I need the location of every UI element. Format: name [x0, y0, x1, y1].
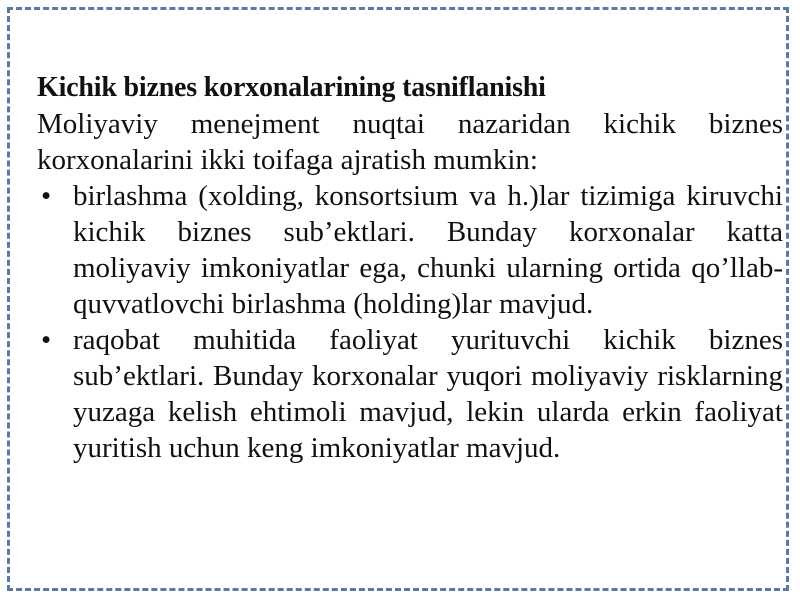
- list-item-text: birlashma (xolding, konsortsium va h.)lar tizimiga kiruvchi kichik biznes sub’ektlari. Bunday korxonalar katta moliyaviy imkoniyatlar ega, chunki ularning ortida qo’llab-quvvatlovchi birlashma (holding)lar mavjud.: [73, 180, 783, 320]
- section-heading: Kichik biznes korxonalarining tasniflanishi: [37, 72, 546, 103]
- intro-paragraph: Moliyaviy menejment nuqtai nazaridan kichik biznes korxonalarini ikki toifaga ajratish mumkin:: [37, 108, 783, 176]
- list-item: [37, 178, 783, 322]
- bullet-icon: •: [41, 180, 52, 212]
- text-content: [37, 70, 783, 466]
- list-item: [37, 322, 783, 466]
- dashed-frame: [7, 7, 789, 591]
- bullet-list: [37, 178, 783, 466]
- list-item-text: raqobat muhitida faoliyat yurituvchi kichik biznes sub’ektlari. Bunday korxonalar yuqori moliyaviy risklarning yuzaga kelish ehtimoli mavjud, lekin ularda erkin faoliyat yuritish uchun keng imkoniyatlar mavjud.: [73, 324, 783, 464]
- bullet-icon: •: [41, 324, 52, 356]
